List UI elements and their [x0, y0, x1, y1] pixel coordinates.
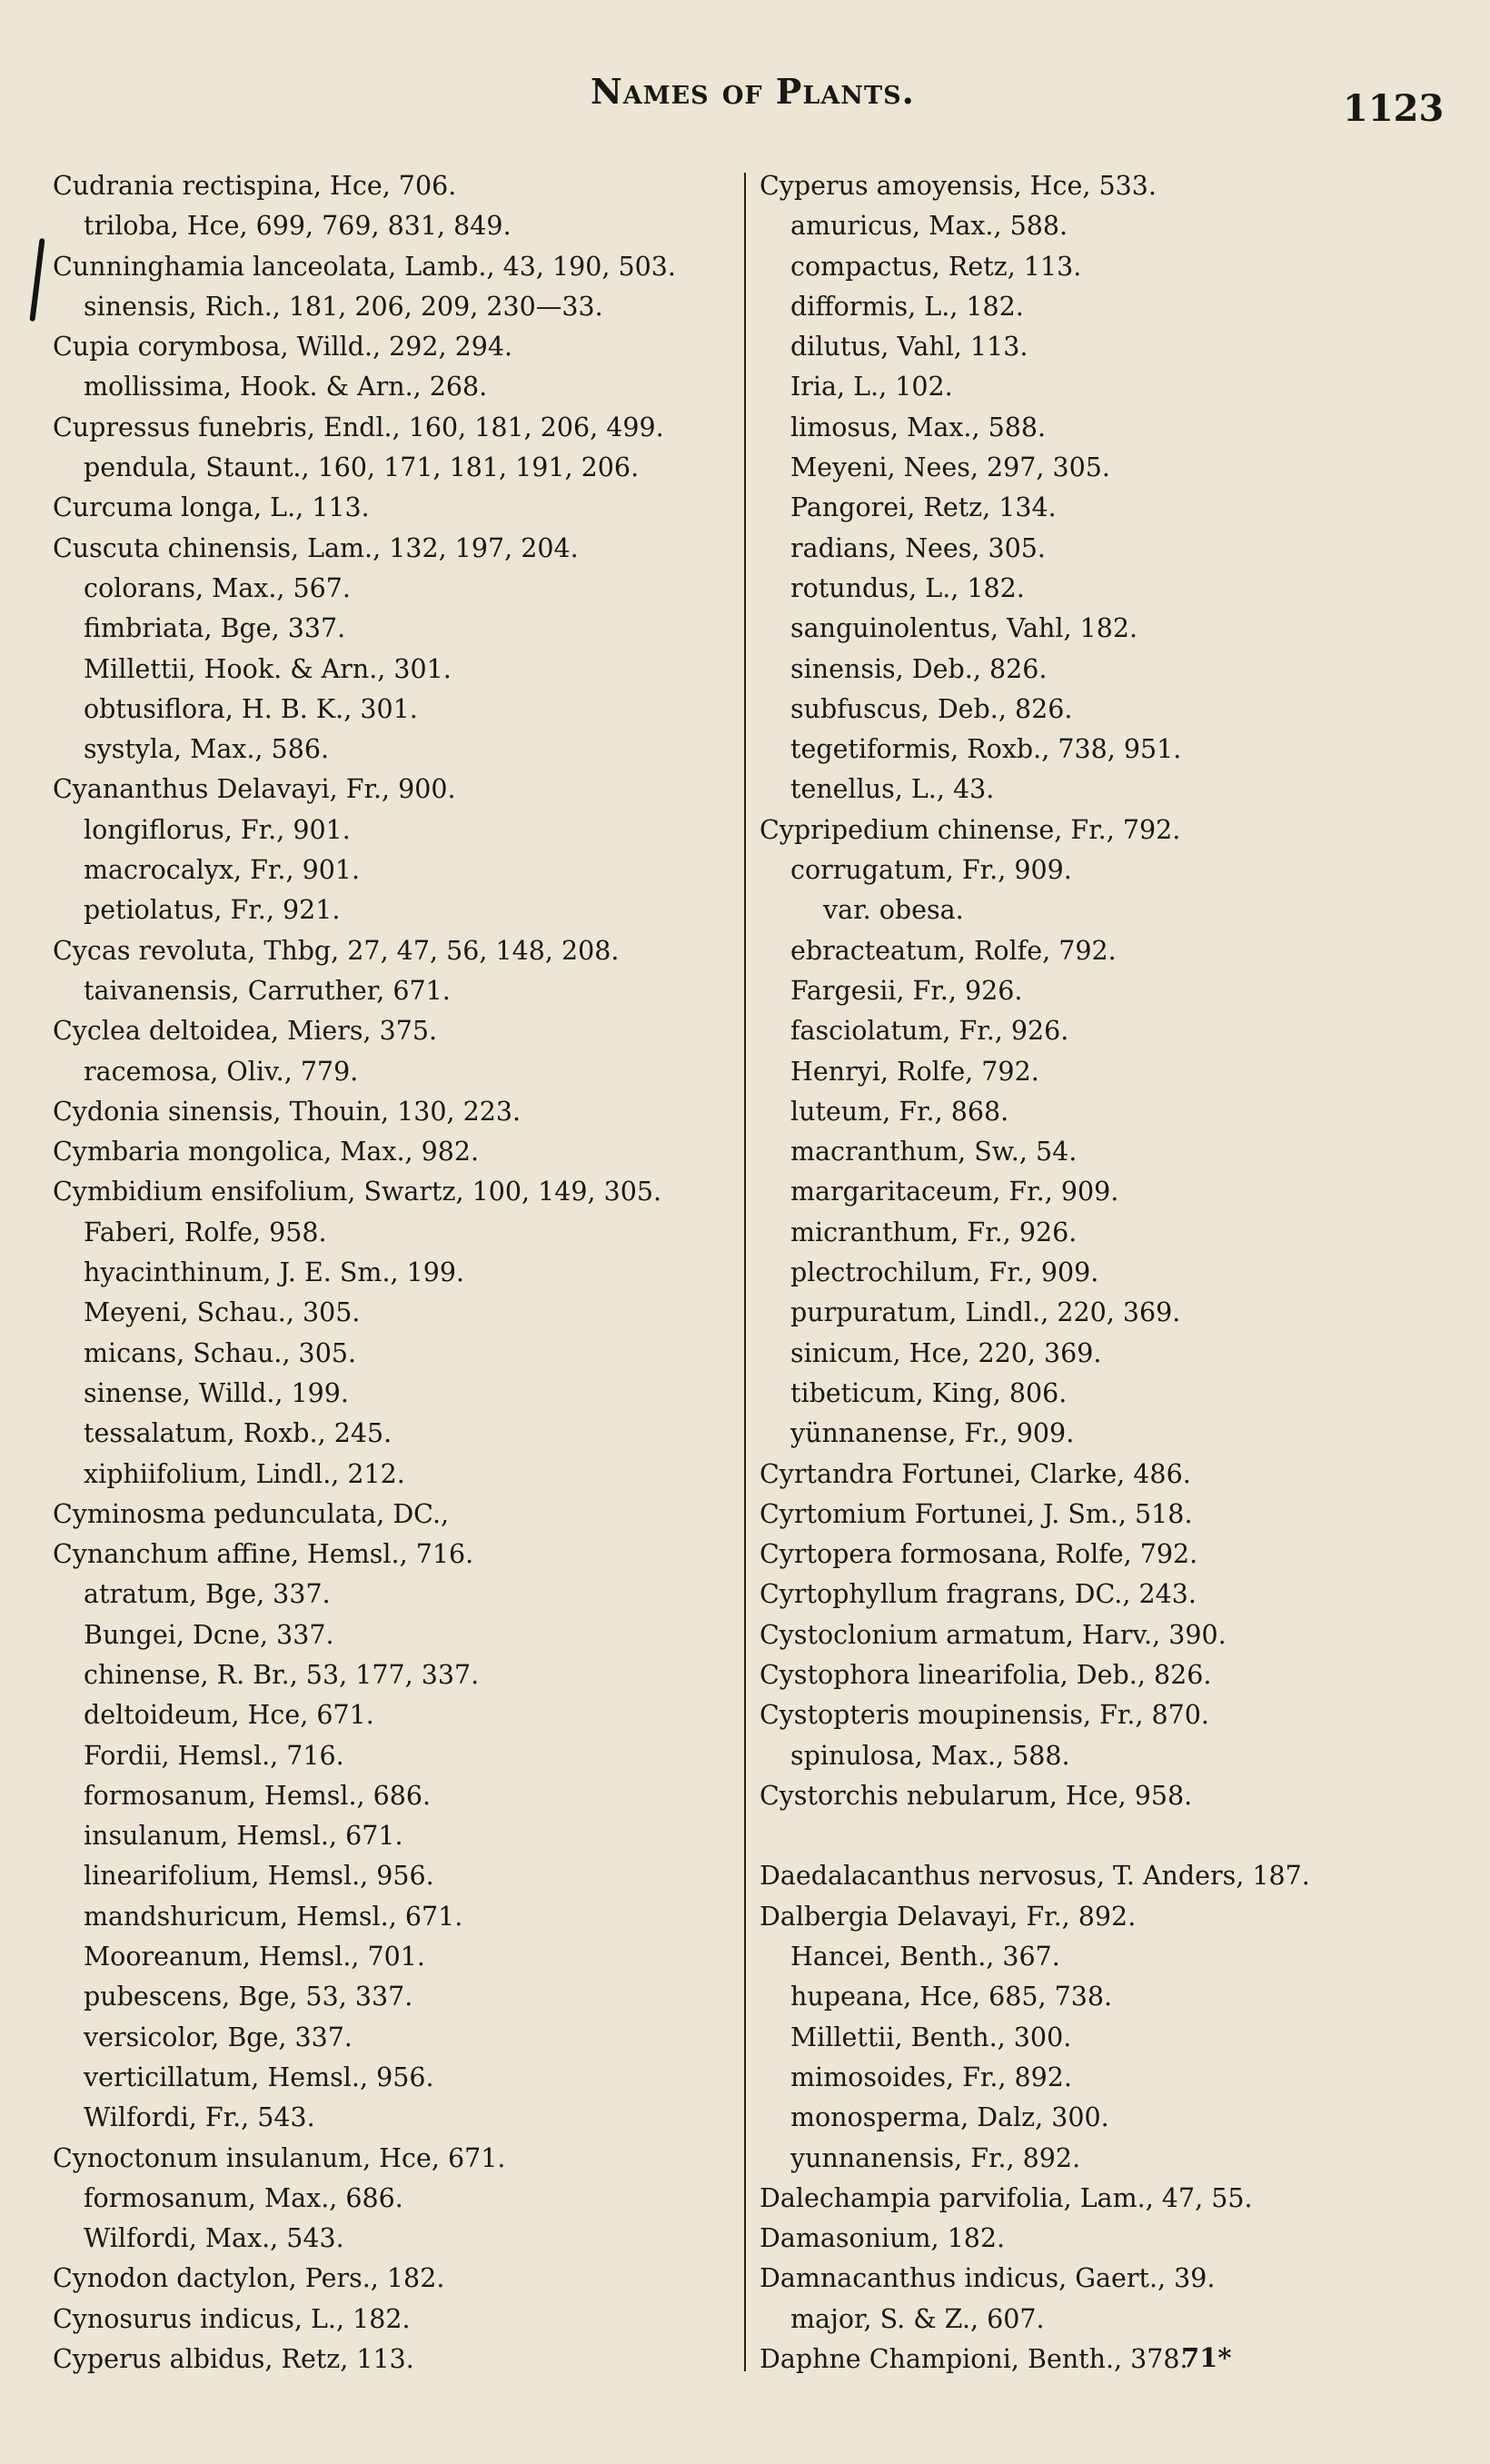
index-entry: Curcuma longa, L., 113. [53, 492, 370, 523]
index-entry: Cunninghamia lanceolata, Lamb., 43, 190, 503. [53, 251, 676, 282]
margin-pencil-mark [29, 238, 45, 322]
index-entry: tenellus, L., 43. [790, 774, 995, 805]
index-entry: deltoideum, Hce, 671. [84, 1700, 374, 1731]
index-entry: limosus, Max., 588. [790, 412, 1047, 442]
index-entry: formosanum, Max., 686. [84, 2182, 403, 2213]
index-entry: pendula, Staunt., 160, 171, 181, 191, 206. [84, 452, 640, 483]
index-entry: sinense, Willd., 199. [84, 1377, 349, 1408]
index-entry: Faberi, Rolfe, 958. [84, 1217, 327, 1247]
index-entry: longiflorus, Fr., 901. [84, 814, 351, 845]
index-entry: Cypripedium chinense, Fr., 792. [760, 814, 1181, 845]
index-entry: Daedalacanthus nervosus, T. Anders, 187. [760, 1861, 1310, 1892]
index-entry: difformis, L., 182. [790, 291, 1024, 322]
index-entry: Cystopteris moupinensis, Fr., 870. [760, 1700, 1209, 1731]
index-entry: amuricus, Max., 588. [790, 211, 1068, 242]
index-entry: petiolatus, Fr., 921. [84, 895, 341, 926]
index-entry: Cyperus albidus, Retz, 113. [53, 2344, 414, 2375]
index-entry: systyla, Max., 586. [84, 734, 330, 765]
index-entry: Cystophora linearifolia, Deb., 826. [760, 1659, 1212, 1690]
index-entry: linearifolium, Hemsl., 956. [84, 1861, 434, 1892]
column-divider [744, 173, 746, 2371]
index-entry: Cydonia sinensis, Thouin, 130, 223. [53, 1096, 522, 1127]
index-entry: chinense, R. Br., 53, 177, 337. [84, 1659, 480, 1690]
index-entry: yünnanense, Fr., 909. [790, 1418, 1075, 1449]
index-entry: pubescens, Bge, 53, 337. [84, 1982, 413, 2012]
index-entry: Damnacanthus indicus, Gaert., 39. [760, 2263, 1216, 2294]
index-entry: luteum, Fr., 868. [790, 1096, 1009, 1127]
index-entry: triloba, Hce, 699, 769, 831, 849. [84, 211, 512, 242]
index-entry: micans, Schau., 305. [84, 1337, 357, 1368]
index-entry: Cyrtandra Fortunei, Clarke, 486. [760, 1458, 1191, 1489]
index-entry: yunnanensis, Fr., 892. [790, 2142, 1081, 2173]
index-entry: corrugatum, Fr., 909. [790, 855, 1072, 886]
index-entry: Cudrania rectispina, Hce, 706. [53, 171, 457, 201]
index-entry: subfuscus, Deb., 826. [790, 693, 1073, 724]
index-entry: compactus, Retz, 113. [790, 251, 1082, 282]
index-entry: Henryi, Rolfe, 792. [790, 1056, 1039, 1087]
index-entry: mimosoides, Fr., 892. [790, 2062, 1072, 2092]
index-entry: insulanum, Hemsl., 671. [84, 1821, 403, 1852]
index-entry: Dalbergia Delavayi, Fr., 892. [760, 1901, 1137, 1932]
index-entry: radians, Nees, 305. [790, 532, 1046, 563]
index-entry: Fargesii, Fr., 926. [790, 975, 1023, 1006]
index-entry: macranthum, Sw., 54. [790, 1137, 1078, 1167]
index-entry: Millettii, Hook. & Arn., 301. [84, 653, 452, 684]
index-entry: var. obesa. [823, 895, 964, 926]
index-entry: Cyananthus Delavayi, Fr., 900. [53, 774, 456, 805]
index-entry: Cycas revoluta, Thbg, 27, 47, 56, 148, 208. [53, 935, 620, 966]
index-entry: atratum, Bge, 337. [84, 1579, 331, 1610]
index-entry: Cupressus funebris, Endl., 160, 181, 206, 499. [53, 412, 664, 442]
signature-mark: 71* [1181, 2342, 1232, 2373]
index-entry: tibeticum, King, 806. [790, 1377, 1068, 1408]
index-entry: taivanensis, Carruther, 671. [84, 975, 451, 1006]
index-entry: Mooreanum, Hemsl., 701. [84, 1942, 425, 1972]
index-entry: Cyrtomium Fortunei, J. Sm., 518. [760, 1498, 1193, 1529]
index-entry: Cyperus amoyensis, Hce, 533. [760, 171, 1157, 201]
index-entry: xiphiifolium, Lindl., 212. [84, 1458, 405, 1489]
index-entry: Cystoclonium armatum, Harv., 390. [760, 1619, 1227, 1650]
index-entry: sanguinolentus, Vahl, 182. [790, 613, 1138, 644]
index-entry: Cyrtophyllum fragrans, DC., 243. [760, 1579, 1197, 1610]
index-entry: versicolor, Bge, 337. [84, 2022, 353, 2052]
index-entry: Cymbidium ensifolium, Swartz, 100, 149, 305. [53, 1177, 662, 1207]
index-entry: margaritaceum, Fr., 909. [790, 1177, 1119, 1207]
index-entry: major, S. & Z., 607. [790, 2303, 1045, 2334]
index-entry: Cynoctonum insulanum, Hce, 671. [53, 2142, 506, 2173]
index-entry: hupeana, Hce, 685, 738. [790, 1982, 1113, 2012]
index-entry: rotundus, L., 182. [790, 572, 1025, 603]
index-entry: plectrochilum, Fr., 909. [790, 1257, 1099, 1288]
index-entry: micranthum, Fr., 926. [790, 1217, 1078, 1247]
index-entry: macrocalyx, Fr., 901. [84, 855, 361, 886]
index-entry: hyacinthinum, J. E. Sm., 199. [84, 1257, 465, 1288]
index-entry: tegetiformis, Roxb., 738, 951. [790, 734, 1182, 765]
index-column-right [760, 166, 1459, 2380]
index-entry: Cystorchis nebularum, Hce, 958. [760, 1780, 1193, 1811]
index-entry: fasciolatum, Fr., 926. [790, 1016, 1069, 1047]
index-entry: sinensis, Rich., 181, 206, 209, 230—33. [84, 291, 603, 322]
index-column-left [53, 166, 734, 2380]
index-entry: racemosa, Oliv., 779. [84, 1056, 359, 1087]
index-entry: Cupia corymbosa, Willd., 292, 294. [53, 332, 513, 363]
index-entry: Cynanchum affine, Hemsl., 716. [53, 1539, 474, 1570]
index-entry: Cymbaria mongolica, Max., 982. [53, 1137, 480, 1167]
index-entry: Cyclea deltoidea, Miers, 375. [53, 1016, 438, 1047]
index-entry: dilutus, Vahl, 113. [790, 332, 1028, 363]
index-entry: Cyrtopera formosana, Rolfe, 792. [760, 1539, 1198, 1570]
index-entry: Cynosurus indicus, L., 182. [53, 2303, 411, 2334]
index-entry: Wilfordi, Max., 543. [84, 2223, 344, 2254]
index-entry: sinicum, Hce, 220, 369. [790, 1337, 1102, 1368]
index-entry: fimbriata, Bge, 337. [84, 613, 346, 644]
index-entry: Daphne Championi, Benth., 378. [760, 2344, 1188, 2375]
running-title: Names of Plants. [591, 71, 915, 112]
index-entry: Cyminosma pedunculata, DC., [53, 1498, 450, 1529]
index-entry: Meyeni, Schau., 305. [84, 1297, 361, 1328]
index-entry: Cuscuta chinensis, Lam., 132, 197, 204. [53, 532, 579, 563]
index-entry: Dalechampia parvifolia, Lam., 47, 55. [760, 2182, 1253, 2213]
index-entry: Wilfordi, Fr., 543. [84, 2102, 315, 2133]
index-entry: Cynodon dactylon, Pers., 182. [53, 2263, 445, 2294]
index-entry: Meyeni, Nees, 297, 305. [790, 452, 1110, 483]
index-entry: spinulosa, Max., 588. [790, 1740, 1070, 1771]
index-entry: Millettii, Benth., 300. [790, 2022, 1072, 2052]
index-entry: verticillatum, Hemsl., 956. [84, 2062, 434, 2092]
index-entry: Bungei, Dcne, 337. [84, 1619, 334, 1650]
index-entry: Pangorei, Retz, 134. [790, 492, 1057, 523]
index-entry: Iria, L., 102. [790, 372, 953, 402]
index-entry: Damasonium, 182. [760, 2223, 1006, 2254]
page-number: 1123 [1343, 87, 1445, 130]
index-entry: ebracteatum, Rolfe, 792. [790, 935, 1117, 966]
index-entry: sinensis, Deb., 826. [790, 653, 1048, 684]
index-entry: Hancei, Benth., 367. [790, 1942, 1060, 1972]
index-entry: obtusiflora, H. B. K., 301. [84, 693, 418, 724]
index-entry: monosperma, Dalz, 300. [790, 2102, 1109, 2133]
index-entry: formosanum, Hemsl., 686. [84, 1780, 432, 1811]
index-entry: colorans, Max., 567. [84, 572, 351, 603]
index-entry: tessalatum, Roxb., 245. [84, 1418, 392, 1449]
index-entry [760, 1816, 1459, 1856]
index-entry: mandshuricum, Hemsl., 671. [84, 1901, 463, 1932]
index-entry: mollissima, Hook. & Arn., 268. [84, 372, 488, 402]
index-entry: purpuratum, Lindl., 220, 369. [790, 1297, 1181, 1328]
index-entry: Fordii, Hemsl., 716. [84, 1740, 344, 1771]
